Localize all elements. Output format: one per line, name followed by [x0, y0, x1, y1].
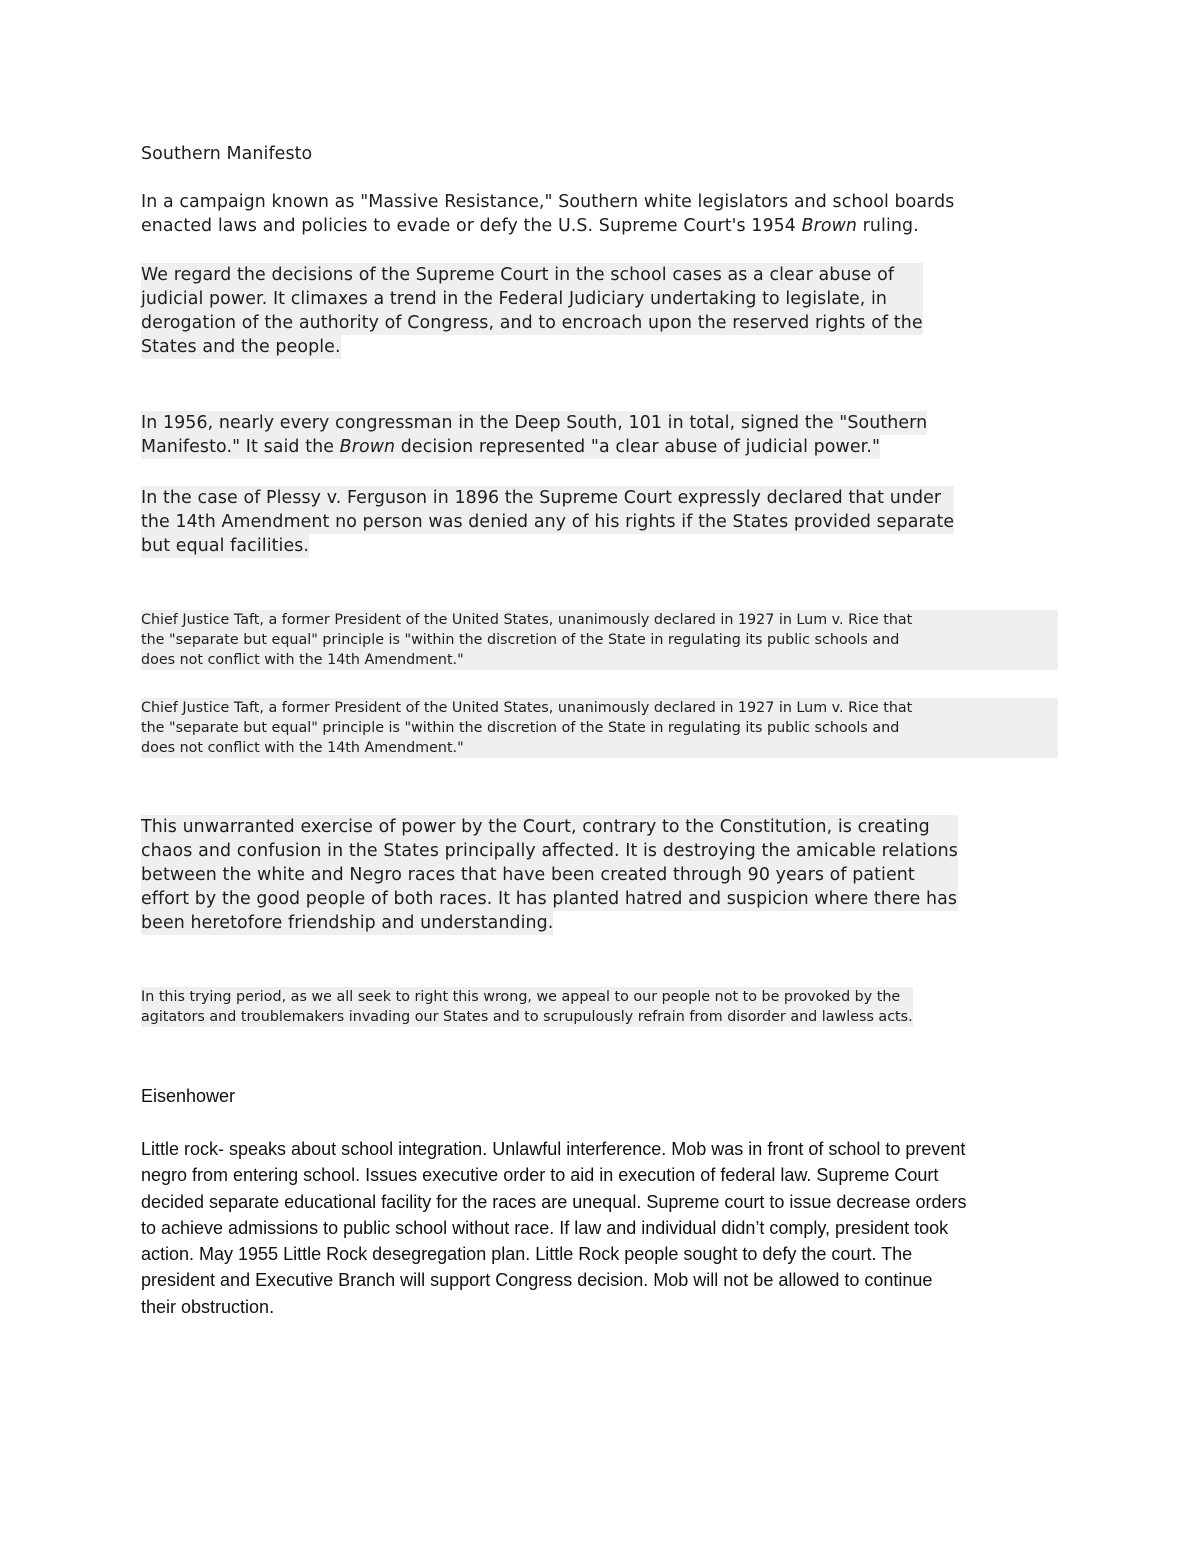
notes-line: Little rock- speaks about school integration. Unlawful interference. Mob was in front of school to prevent	[141, 1139, 966, 1159]
plessy-line: In the case of Plessy v. Ferguson in 1896 the Supreme Court expressly declared that under	[141, 486, 954, 510]
quote-line: We regard the decisions of the Supreme Court in the school cases as a clear abuse of	[141, 263, 923, 287]
taft-line: does not conflict with the 14th Amendment."	[141, 740, 464, 756]
trying-line: agitators and troublemakers invading our States and to scrupulously refrain from disorder and lawless acts.	[141, 1009, 913, 1025]
brown-italic: Brown	[339, 437, 396, 457]
unwarranted-paragraph	[141, 815, 958, 935]
quote-line: derogation of the authority of Congress, and to encroach upon the reserved rights of the	[141, 313, 923, 333]
trying-line: In this trying period, as we all seek to right this wrong, we appeal to our people not to be provoked by the	[141, 987, 913, 1007]
notes-line: negro from entering school. Issues executive order to aid in execution of federal law. Supreme Court	[141, 1165, 939, 1186]
notes-line: president and Executive Branch will support Congress decision. Mob will not be allowed to continue	[141, 1270, 933, 1291]
eisenhower-heading: Eisenhower	[141, 1086, 236, 1106]
brown-italic: Brown	[801, 216, 858, 236]
eisenhower-notes	[141, 1136, 966, 1320]
unwarranted-line: This unwarranted exercise of power by the Court, contrary to the Constitution, is creating	[141, 815, 958, 839]
taft-quote-2	[141, 698, 1058, 758]
unwarranted-line: chaos and confusion in the States principally affected. It is destroying the amicable relations	[141, 841, 958, 861]
quote-line: States and the people.	[141, 337, 341, 357]
taft-line: the "separate but equal" principle is "within the discretion of the State in regulating its public schools and	[141, 632, 900, 648]
para-1956-line-2: Manifesto." It said the Brown decision represented "a clear abuse of judicial power."	[141, 437, 881, 457]
taft-line: Chief Justice Taft, a former President of the United States, unanimously declared in 1927 in Lum v. Rice that	[141, 700, 913, 716]
intro-line-2: enacted laws and policies to evade or defy the U.S. Supreme Court's 1954 Brown ruling.	[141, 216, 919, 236]
quote-line: judicial power. It climaxes a trend in the Federal Judiciary undertaking to legislate, in	[141, 287, 923, 311]
taft-line: Chief Justice Taft, a former President of the United States, unanimously declared in 1927 in Lum v. Rice that	[141, 612, 913, 628]
plessy-paragraph	[141, 486, 954, 558]
taft-line: the "separate but equal" principle is "within the discretion of the State in regulating its public schools and	[141, 720, 900, 736]
taft-quote-1	[141, 610, 1058, 670]
notes-line: to achieve admissions to public school without race. If law and individual didn’t comply, president took	[141, 1217, 949, 1238]
taft-line: does not conflict with the 14th Amendment."	[141, 652, 464, 668]
notes-line: their obstruction.	[141, 1296, 275, 1317]
unwarranted-line: between the white and Negro races that have been created through 90 years of patient	[141, 863, 958, 887]
unwarranted-line: effort by the good people of both races. It has planted hatred and suspicion where there has	[141, 889, 958, 909]
trying-period-paragraph	[141, 987, 913, 1027]
intro-paragraph	[141, 190, 954, 238]
document-title: Southern Manifesto	[141, 144, 313, 164]
unwarranted-line: been heretofore friendship and understanding.	[141, 913, 554, 933]
plessy-line: the 14th Amendment no person was denied any of his rights if the States provided separate	[141, 512, 955, 532]
manifesto-quote-1	[141, 263, 923, 359]
para-1956-line-1: In 1956, nearly every congressman in the Deep South, 101 in total, signed the "Southern	[141, 413, 928, 433]
notes-line: action. May 1955 Little Rock desegregation plan. Little Rock people sought to defy the court. The	[141, 1244, 913, 1265]
plessy-line: but equal facilities.	[141, 536, 310, 556]
intro-line-1: In a campaign known as "Massive Resistance," Southern white legislators and school boards	[141, 192, 955, 212]
paragraph-1956	[141, 411, 927, 459]
notes-line: decided separate educational facility for the races are unequal. Supreme court to issue decrease orders	[141, 1191, 967, 1212]
